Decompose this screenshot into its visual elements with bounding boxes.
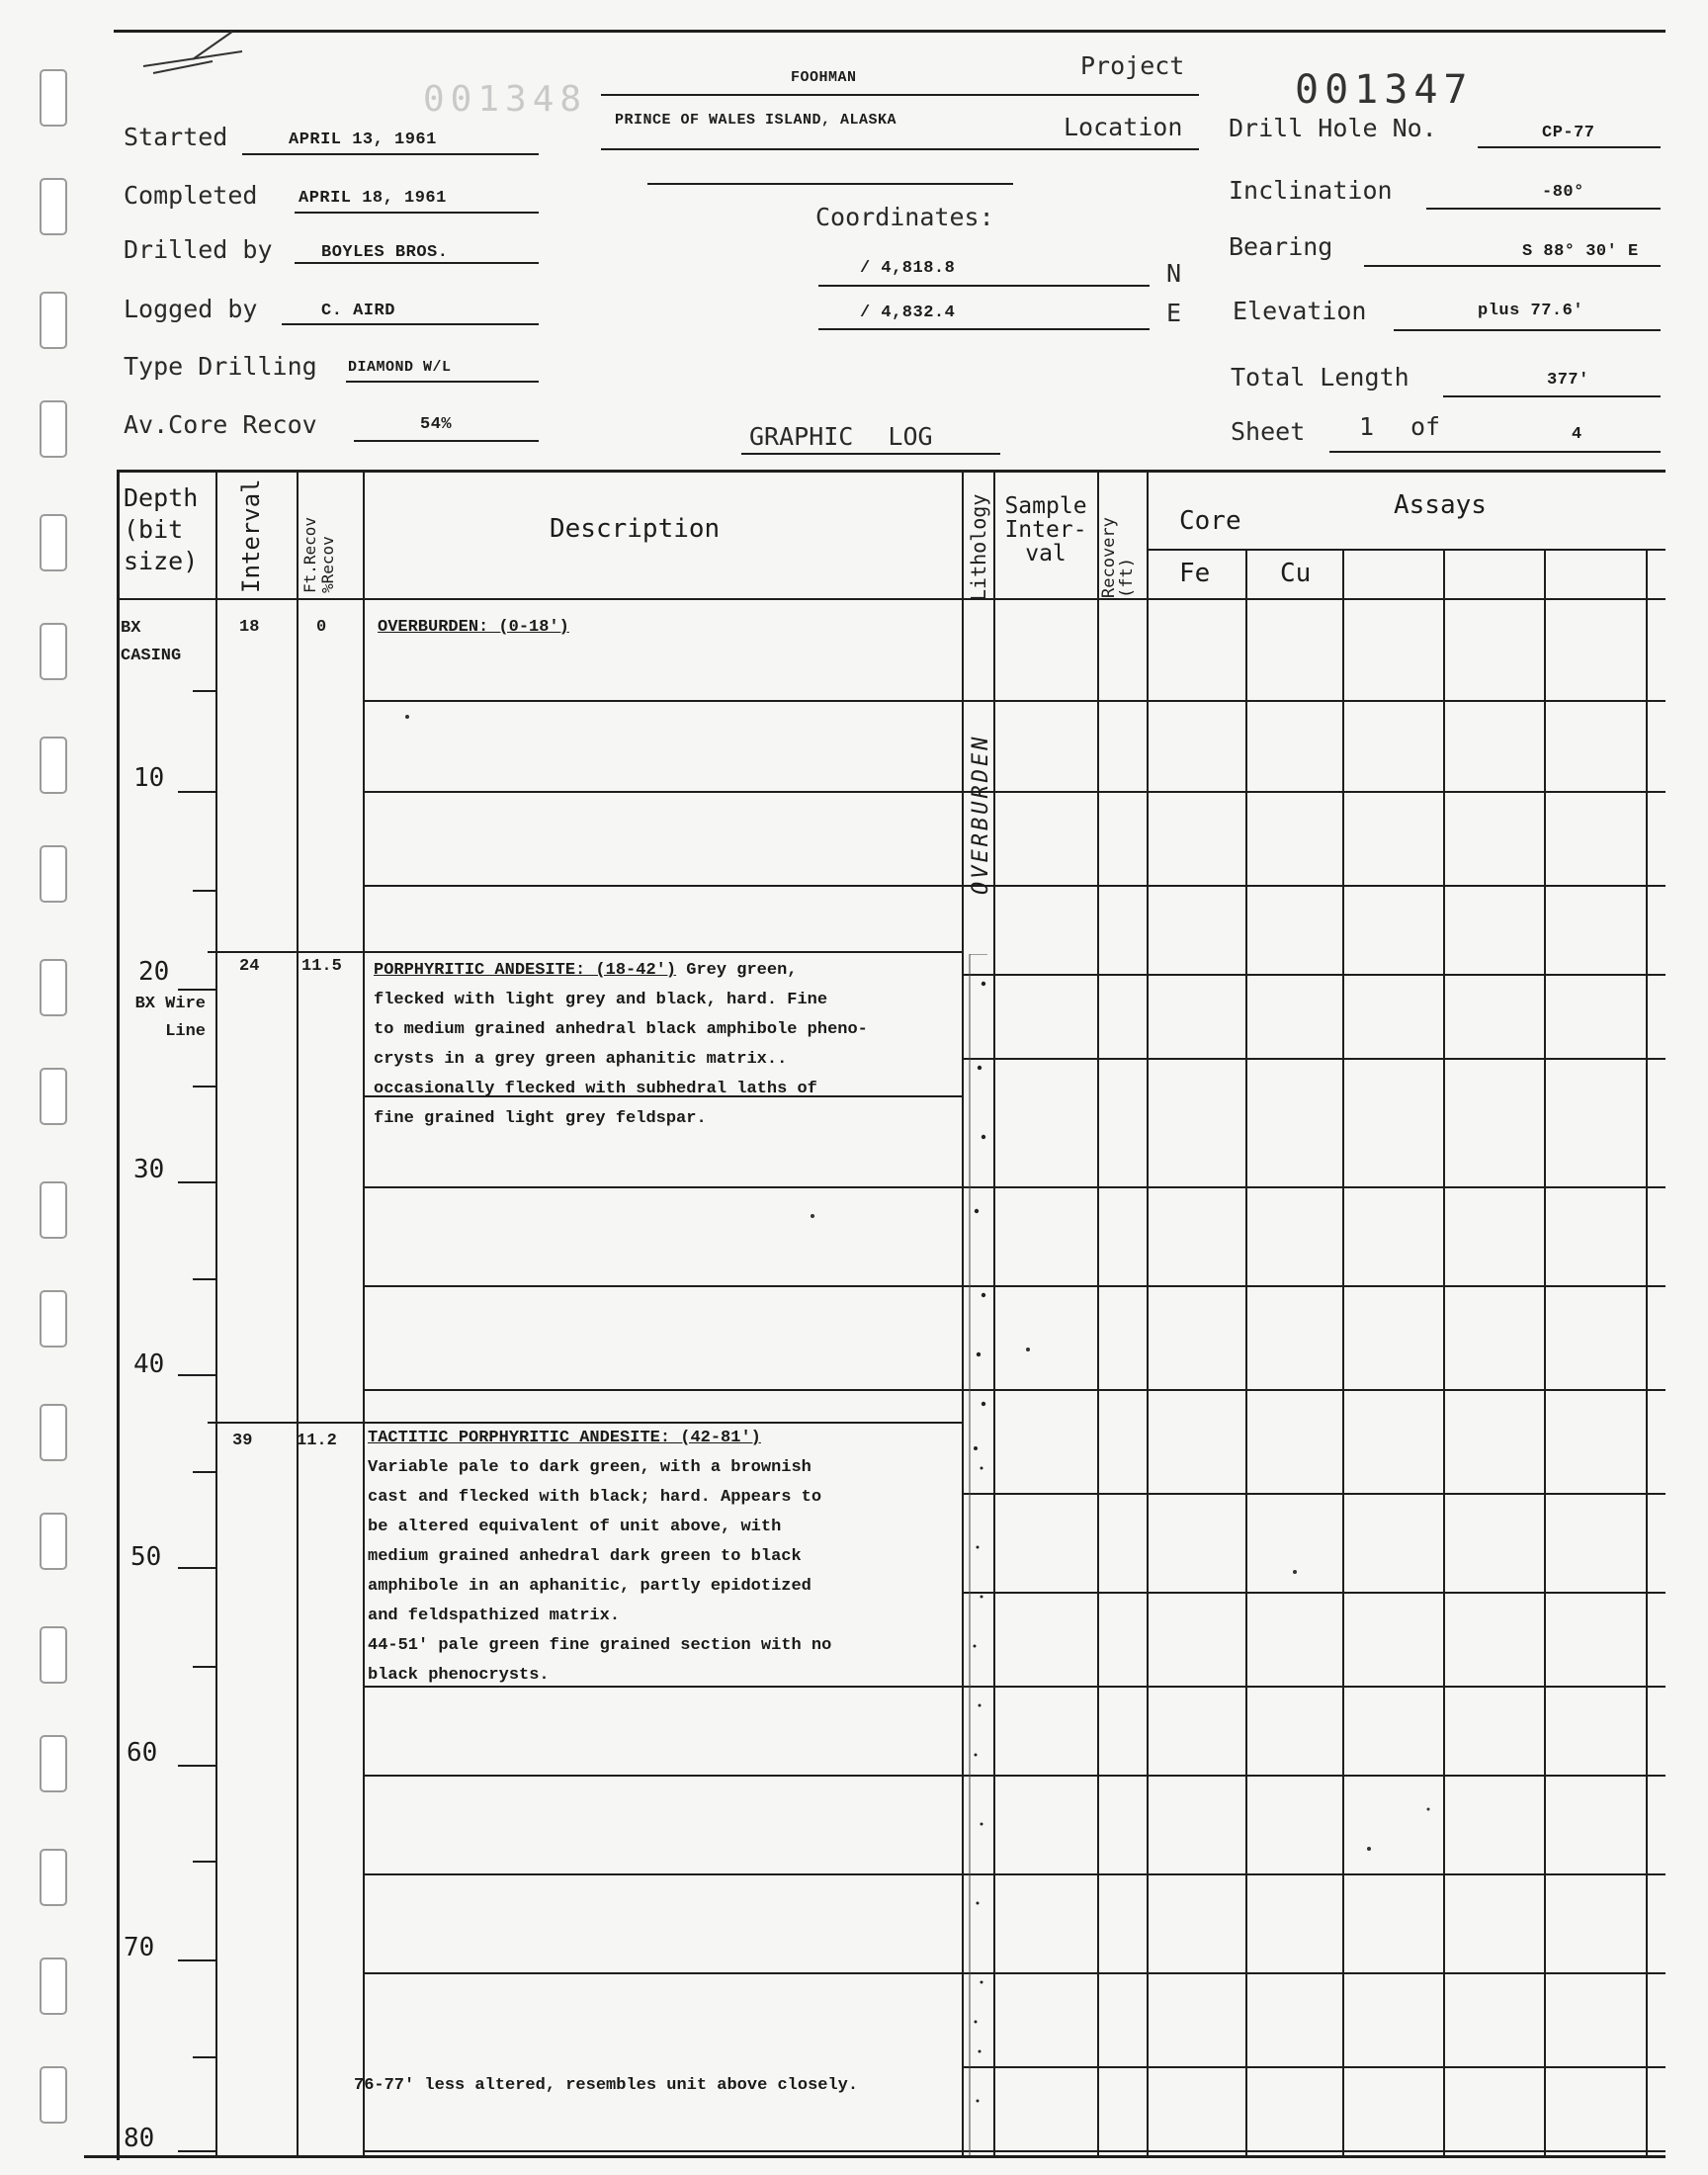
drill-hole-underline: [1478, 146, 1661, 148]
unit-recov: 11.2: [297, 1432, 337, 1450]
binder-hole: [40, 1290, 67, 1348]
inclination-value: -80°: [1542, 183, 1584, 202]
core-subheader-rule: [1147, 549, 1665, 551]
row-rule: [363, 700, 1665, 702]
sheet-of-label: of: [1410, 412, 1441, 441]
inclination-label: Inclination: [1229, 176, 1393, 205]
project-underline: [601, 94, 1199, 96]
table-bottom-rule: [84, 2155, 1665, 2158]
description-header: Description: [550, 514, 721, 544]
binder-hole: [40, 1958, 67, 2015]
drilled-by-underline: [295, 262, 539, 264]
depth-tick: [193, 690, 215, 692]
core-header: Core: [1179, 506, 1241, 536]
coord-n-underline: [818, 285, 1150, 287]
graphic-log-title: GRAPHIC LOG: [749, 422, 933, 451]
coordinates-label: Coordinates:: [815, 203, 994, 231]
binder-hole: [40, 69, 67, 127]
bit-size-casing: BX CASING: [121, 619, 182, 665]
elevation-label: Elevation: [1233, 297, 1367, 325]
unit-recov: 11.5: [301, 957, 342, 976]
completed-label: Completed: [124, 181, 258, 210]
depth-label: 10: [133, 763, 165, 793]
binder-hole: [40, 1181, 67, 1239]
drill-hole-label: Drill Hole No.: [1229, 114, 1437, 142]
binder-hole: [40, 514, 67, 571]
location-underline: [601, 148, 1199, 150]
depth-tick: [193, 890, 215, 892]
coord-e-value: / 4,832.4: [860, 304, 956, 322]
core-recov-value: 54%: [420, 415, 453, 434]
binder-hole: [40, 2066, 67, 2124]
sheet-label: Sheet: [1231, 417, 1306, 446]
top-rule: [114, 30, 1665, 33]
table-top-rule: [119, 470, 1665, 473]
depth-tick: [193, 1086, 215, 1088]
bearing-underline: [1364, 265, 1661, 267]
depth-tick: [178, 1567, 215, 1569]
depth-tick: [193, 1861, 215, 1863]
paper-specks: [395, 712, 1483, 1898]
col-rule: [1646, 549, 1648, 2155]
elevation-value: plus 77.6': [1478, 302, 1584, 320]
depth-tick: [178, 1765, 215, 1767]
started-underline: [242, 153, 539, 155]
binder-hole: [40, 178, 67, 235]
header-bottom-rule: [117, 598, 1665, 600]
depth-label: 70: [124, 1933, 155, 1962]
depth-tick: [193, 2056, 215, 2058]
coord-n-value: / 4,818.8: [860, 259, 956, 278]
binder-hole: [40, 1735, 67, 1792]
note-76-77: 76-77' less altered, resembles unit above closely.: [354, 2076, 859, 2095]
total-length-underline: [1443, 395, 1661, 397]
location-underline-2: [647, 183, 1013, 185]
document-number-stamp: 001347: [1295, 67, 1474, 113]
elevation-underline: [1394, 329, 1661, 331]
binder-hole: [40, 1513, 67, 1570]
desc-line: amphibole in an aphanitic, partly epidotized: [368, 1577, 811, 1596]
table-left-rule: [117, 470, 120, 2160]
desc-line: flecked with light grey and black, hard. Fine: [374, 991, 828, 1009]
binder-hole: [40, 1404, 67, 1461]
location-value: PRINCE OF WALES ISLAND, ALASKA: [615, 112, 897, 129]
depth-label: 20: [138, 957, 170, 987]
started-label: Started: [124, 123, 228, 151]
desc-line: occasionally flecked with subhedral laths of: [374, 1080, 817, 1098]
type-drilling-underline: [346, 381, 539, 383]
depth-tick: [193, 1471, 215, 1473]
desc-line: and feldspathized matrix.: [368, 1607, 621, 1625]
col-rule: [215, 470, 217, 2155]
logged-by-underline: [282, 323, 539, 325]
pen-mark-icon: [133, 22, 252, 81]
binder-hole: [40, 1849, 67, 1906]
graphic-log-underline: [741, 453, 1000, 455]
started-value: APRIL 13, 1961: [289, 130, 437, 149]
row-rule: [363, 2150, 1665, 2152]
completed-underline: [295, 212, 539, 214]
sheet-value: 1: [1359, 412, 1375, 441]
sheet-underline: [1329, 451, 1661, 453]
drilled-by-label: Drilled by: [124, 235, 273, 264]
total-length-value: 377': [1547, 371, 1589, 390]
cu-header: Cu: [1280, 559, 1312, 588]
depth-label: 30: [133, 1155, 165, 1184]
fe-header: Fe: [1179, 559, 1211, 588]
desc-line: cast and flecked with black; hard. Appears to: [368, 1488, 822, 1507]
depth-tick: [178, 1959, 215, 1961]
coord-e-dir: E: [1166, 299, 1182, 327]
depth-label: 40: [133, 1349, 165, 1379]
depth-tick: [178, 1374, 215, 1376]
inclination-underline: [1426, 208, 1661, 210]
depth-label: 50: [130, 1542, 162, 1572]
sample-interval-header: Sample Inter- val: [1004, 493, 1087, 566]
desc-line: medium grained anhedral dark green to black: [368, 1547, 802, 1566]
drilled-by-value: BOYLES BROS.: [321, 243, 449, 262]
logged-by-value: C. AIRD: [321, 302, 395, 320]
recov-header: Ft.Recov %Recov: [300, 516, 337, 593]
total-length-label: Total Length: [1231, 363, 1409, 392]
bearing-value: S 88° 30' E: [1522, 242, 1639, 261]
depth-tick: [193, 1278, 215, 1280]
binder-hole: [40, 292, 67, 349]
depth-header: Depth (bit size): [124, 483, 199, 575]
unit-recov: 0: [316, 618, 327, 637]
lithology-overburden-label: OVERBURDEN: [969, 734, 993, 895]
desc-line: be altered equivalent of unit above, with: [368, 1518, 782, 1536]
desc-line: crysts in a grey green aphanitic matrix..: [374, 1050, 788, 1069]
project-value: FOOHMAN: [791, 69, 857, 86]
desc-line: 44-51' pale green fine grained section with no: [368, 1636, 832, 1655]
unit-title: PORPHYRITIC ANDESITE: (18-42'): [374, 961, 677, 980]
unit-interval: 24: [239, 957, 260, 976]
core-recov-underline: [354, 440, 539, 442]
depth-tick: [178, 2150, 215, 2152]
assays-header: Assays: [1394, 490, 1487, 520]
recovery-header: Recovery (ft): [1099, 517, 1137, 598]
binder-hole: [40, 1626, 67, 1684]
coord-n-dir: N: [1166, 259, 1182, 288]
interval-header: Interval: [237, 478, 265, 593]
completed-value: APRIL 18, 1961: [299, 189, 447, 208]
desc-line: Grey green,: [686, 961, 798, 980]
depth-tick: [193, 1666, 215, 1668]
depth-label: 80: [124, 2124, 155, 2153]
row-rule: [964, 2066, 1665, 2068]
row-rule: [363, 1972, 1665, 1974]
core-recov-label: Av.Core Recov: [124, 410, 317, 439]
unit-interval: 18: [239, 618, 260, 637]
project-label: Project: [1080, 51, 1185, 80]
depth-tick: [178, 1181, 215, 1183]
binder-hole: [40, 400, 67, 458]
desc-line: black phenocrysts.: [368, 1666, 550, 1685]
binder-hole: [40, 737, 67, 794]
desc-line: Variable pale to dark green, with a brownish: [368, 1458, 811, 1477]
unit-title: TACTITIC PORPHYRITIC ANDESITE: (42-81'): [368, 1429, 761, 1447]
bearing-label: Bearing: [1229, 232, 1333, 261]
binder-hole: [40, 845, 67, 903]
depth-tick: [178, 791, 215, 793]
depth-label: 60: [127, 1738, 158, 1768]
lithology-header: Lithology: [967, 493, 990, 601]
unit-title: OVERBURDEN: (0-18'): [378, 618, 569, 637]
drill-hole-value: CP-77: [1542, 124, 1595, 142]
logged-by-label: Logged by: [124, 295, 258, 323]
location-label: Location: [1064, 113, 1183, 141]
col-rule: [363, 470, 365, 2155]
binder-hole: [40, 1068, 67, 1125]
bit-size-wireline: BX Wire Line: [134, 995, 206, 1041]
col-rule: [297, 470, 299, 2155]
type-drilling-label: Type Drilling: [124, 352, 317, 381]
sheet-total: 4: [1572, 425, 1582, 444]
binder-hole: [40, 623, 67, 680]
col-rule: [1544, 549, 1546, 2155]
desc-line: to medium grained anhedral black amphibole pheno-: [374, 1020, 868, 1039]
faded-stamp: 001348: [423, 79, 588, 120]
coord-e-underline: [818, 328, 1150, 330]
type-drilling-value: DIAMOND W/L: [348, 359, 452, 376]
binder-hole: [40, 959, 67, 1016]
desc-line: fine grained light grey feldspar.: [374, 1109, 707, 1128]
unit-interval: 39: [232, 1432, 253, 1450]
